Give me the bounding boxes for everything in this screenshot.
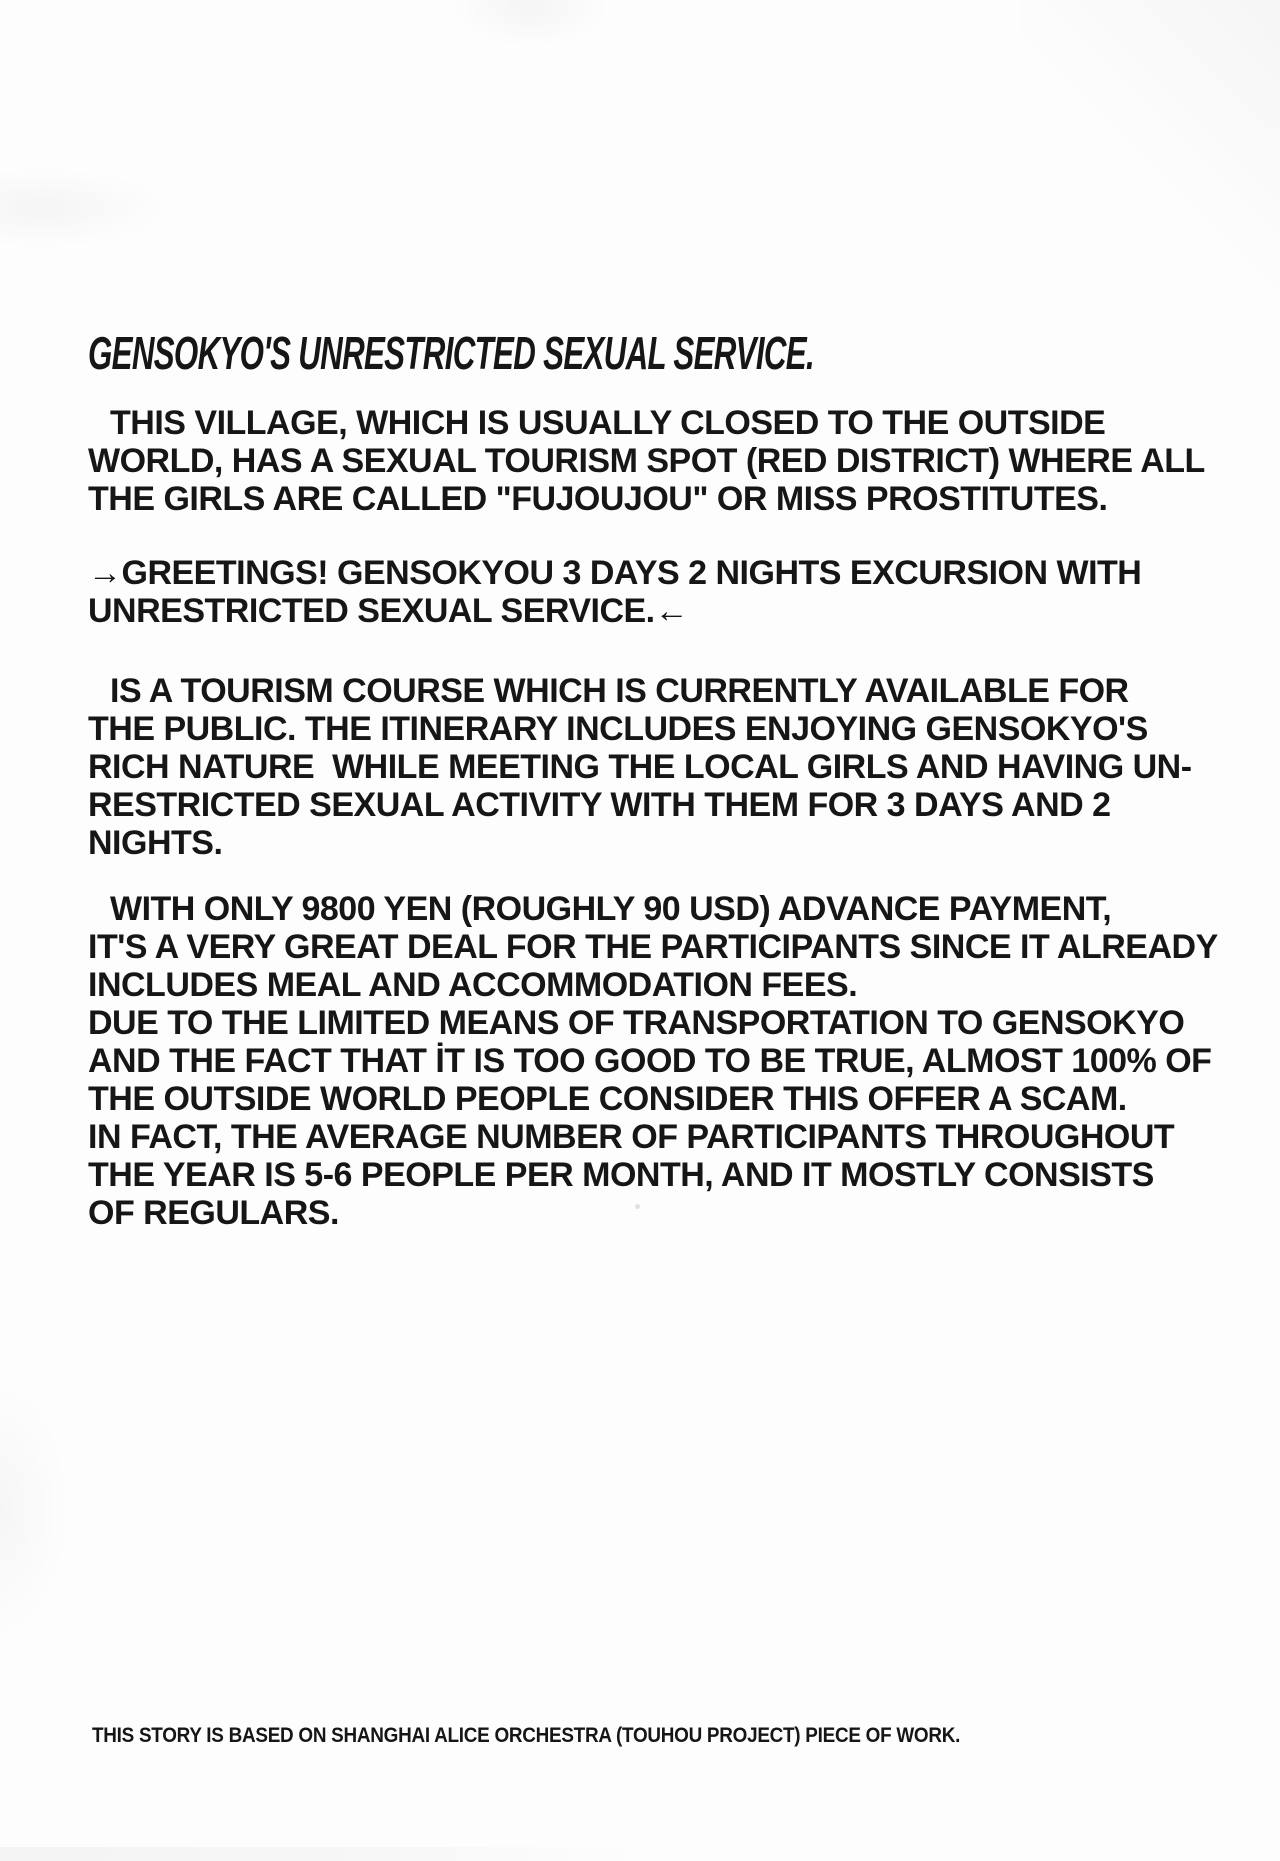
text-line: UNRESTRICTED SEXUAL SERVICE.← <box>88 592 689 630</box>
text-line: INCLUDES MEAL AND ACCOMMODATION FEES. <box>88 966 858 1004</box>
paragraph-village-intro <box>88 404 1205 518</box>
paragraph-greetings-slogan <box>88 554 1141 630</box>
paragraph-pricing-details <box>88 890 1218 1232</box>
scan-texture-bottom-left <box>0 1847 640 1861</box>
text-line: →GREETINGS! GENSOKYOU 3 DAYS 2 NIGHTS EXCURSION WITH <box>88 554 1142 592</box>
text-line: IT'S A VERY GREAT DEAL FOR THE PARTICIPANTS SINCE IT ALREADY <box>88 928 1218 966</box>
text-line: THE OUTSIDE WORLD PEOPLE CONSIDER THIS OFFER A SCAM. <box>88 1080 1127 1118</box>
scan-texture-top-right <box>1020 0 1280 300</box>
credit-line: THIS STORY IS BASED ON SHANGHAI ALICE ORCHESTRA (TOUHOU PROJECT) PIECE OF WORK. <box>92 1724 961 1747</box>
text-line: THIS VILLAGE, WHICH IS USUALLY CLOSED TO THE OUTSIDE <box>110 404 1106 442</box>
text-line: IS A TOURISM COURSE WHICH IS CURRENTLY AVAILABLE FOR <box>110 672 1129 710</box>
scan-texture-top-left <box>0 168 170 248</box>
paragraph-tourism-course <box>88 672 1192 862</box>
text-line: WORLD, HAS A SEXUAL TOURISM SPOT (RED DISTRICT) WHERE ALL <box>88 442 1205 480</box>
text-line: IN FACT, THE AVERAGE NUMBER OF PARTICIPANTS THROUGHOUT <box>88 1118 1175 1156</box>
scan-texture-top-center <box>450 0 610 48</box>
text-line: NIGHTS. <box>88 824 223 862</box>
text-line: AND THE FACT THAT İT IS TOO GOOD TO BE TRUE, ALMOST 100% OF <box>88 1042 1212 1080</box>
text-line: RICH NATURE WHILE MEETING THE LOCAL GIRLS AND HAVING UN- <box>88 748 1192 786</box>
text-line: THE YEAR IS 5-6 PEOPLE PER MONTH, AND IT MOSTLY CONSISTS <box>88 1156 1154 1194</box>
text-line: RESTRICTED SEXUAL ACTIVITY WITH THEM FOR 3 DAYS AND 2 <box>88 786 1111 824</box>
text-line: OF REGULARS. <box>88 1194 339 1232</box>
story-title: GENSOKYO'S UNRESTRICTED SEXUAL SERVICE. <box>88 327 814 379</box>
text-line: THE GIRLS ARE CALLED "FUJOUJOU" OR MISS PROSTITUTES. <box>88 480 1108 518</box>
text-line: THE PUBLIC. THE ITINERARY INCLUDES ENJOYING GENSOKYO'S <box>88 710 1148 748</box>
scan-texture-left-edge <box>0 1380 70 1640</box>
text-line: WITH ONLY 9800 YEN (ROUGHLY 90 USD) ADVANCE PAYMENT, <box>110 890 1112 928</box>
text-line: DUE TO THE LIMITED MEANS OF TRANSPORTATION TO GENSOKYO <box>88 1004 1185 1042</box>
